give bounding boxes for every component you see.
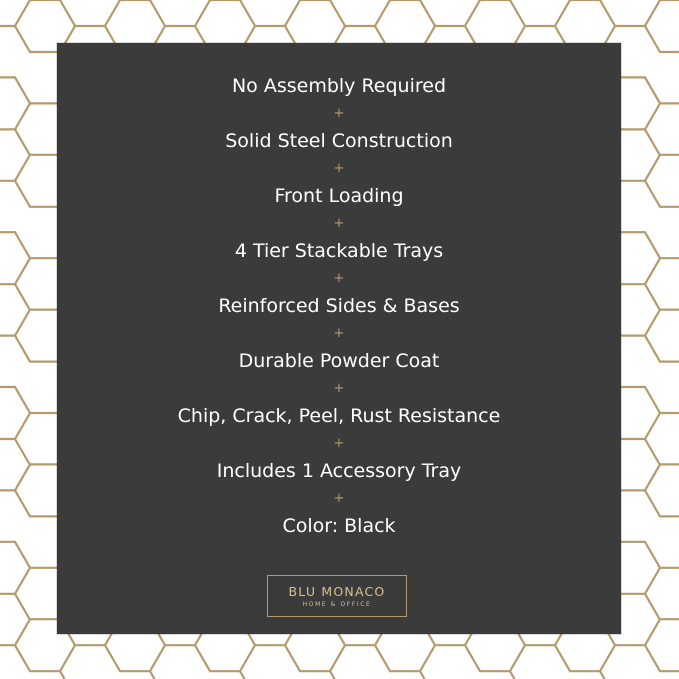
pattern-link-line: [150, 671, 165, 679]
brand-tagline: HOME & OFFICE: [302, 601, 372, 608]
pattern-link-line: [60, 671, 75, 679]
feature-item: Solid Steel Construction: [225, 130, 453, 152]
feature-item: Color: Black: [282, 515, 396, 537]
plus-separator-icon: +: [333, 491, 345, 506]
pattern-link-line: [600, 671, 615, 679]
plus-separator-icon: +: [333, 436, 345, 451]
brand-logo: [267, 575, 407, 617]
feature-item: Durable Powder Coat: [238, 350, 440, 372]
plus-separator-icon: +: [333, 271, 345, 286]
pattern-hexagon: [0, 77, 30, 129]
feature-panel: [57, 43, 621, 634]
pattern-link-line: [240, 671, 255, 679]
plus-separator-icon: +: [333, 326, 345, 341]
pattern-link-line: [15, 0, 30, 1]
feature-item: No Assembly Required: [231, 75, 447, 97]
plus-separator-icon: +: [333, 216, 345, 231]
feature-item: Includes 1 Accessory Tray: [216, 460, 462, 482]
pattern-link-line: [15, 284, 30, 310]
pattern-hexagon: [0, 232, 30, 284]
pattern-hexagon: [645, 310, 679, 362]
pattern-link-line: [645, 129, 660, 155]
pattern-link-line: [510, 671, 525, 679]
feature-item: 4 Tier Stackable Trays: [234, 240, 444, 262]
pattern-link-line: [330, 671, 345, 679]
plus-separator-icon: +: [333, 381, 345, 396]
feature-list: [57, 71, 621, 542]
brand-name: BLU MONACO: [288, 584, 386, 599]
pattern-link-line: [375, 0, 390, 1]
pattern-hexagon: [645, 155, 679, 207]
pattern-link-line: [645, 594, 660, 620]
feature-item: Chip, Crack, Peel, Rust Resistance: [177, 405, 501, 427]
pattern-link-line: [15, 594, 30, 620]
feature-item: Front Loading: [274, 185, 404, 207]
pattern-link-line: [195, 0, 210, 1]
pattern-hexagon: [0, 542, 30, 594]
pattern-link-line: [15, 439, 30, 465]
pattern-link-line: [105, 0, 120, 1]
plus-separator-icon: +: [333, 161, 345, 176]
pattern-link-line: [15, 129, 30, 155]
pattern-link-line: [285, 0, 300, 1]
pattern-hexagon: [645, 464, 679, 516]
pattern-link-line: [645, 439, 660, 465]
pattern-hexagon: [645, 0, 679, 52]
pattern-link-line: [555, 0, 570, 1]
pattern-link-line: [465, 0, 480, 1]
plus-separator-icon: +: [333, 106, 345, 121]
pattern-link-line: [645, 284, 660, 310]
pattern-hexagon: [0, 387, 30, 439]
feature-item: Reinforced Sides & Bases: [218, 295, 460, 317]
pattern-link-line: [645, 0, 660, 1]
pattern-link-line: [420, 671, 435, 679]
pattern-hexagon: [645, 619, 679, 671]
